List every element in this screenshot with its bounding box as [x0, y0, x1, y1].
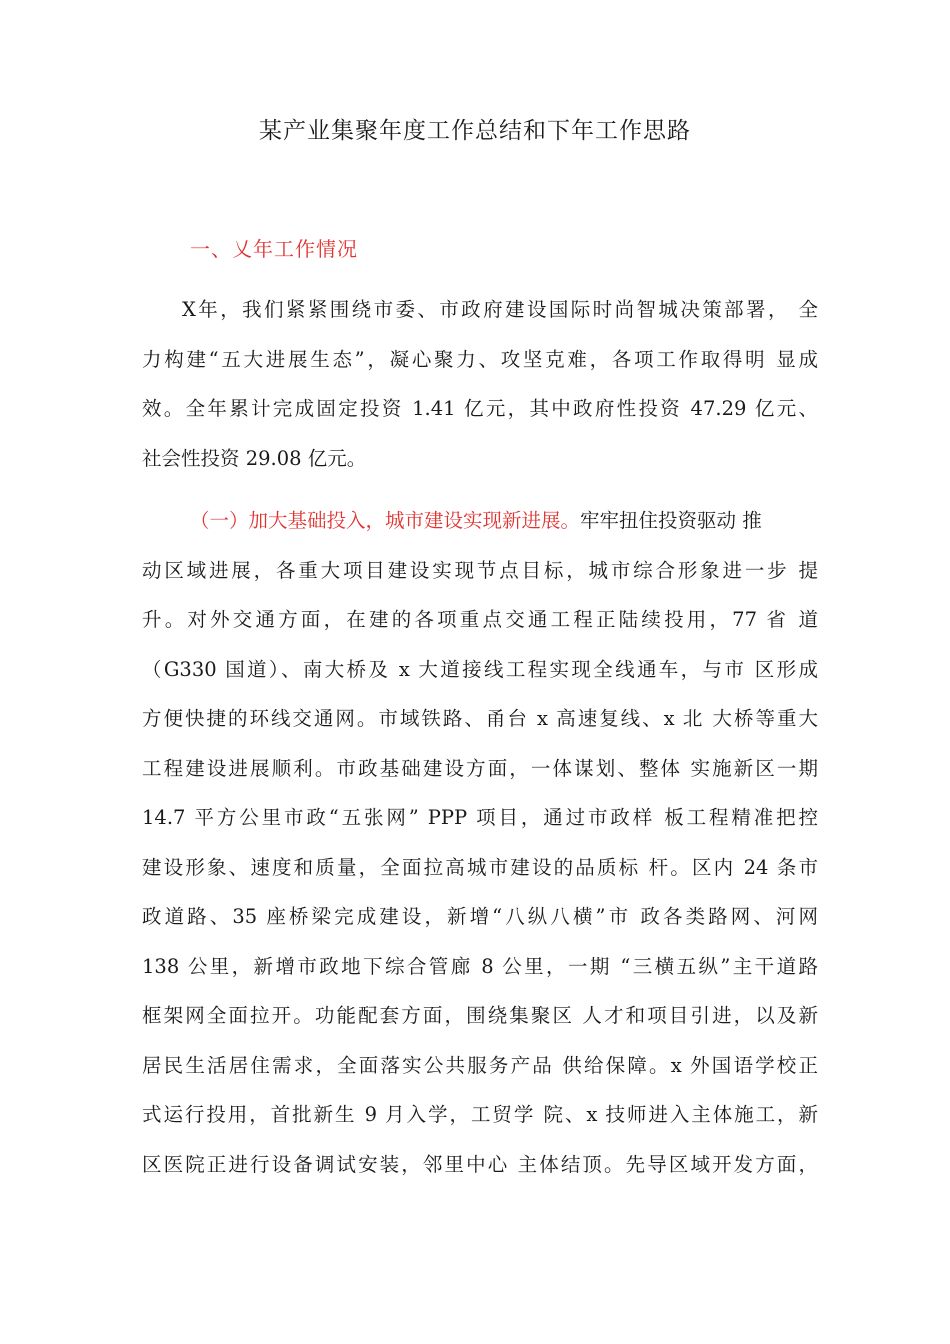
paragraph-1-line: X年，我们紧紧围绕市委、市政府建设国际时尚智城决策部署， 全	[182, 298, 818, 321]
paragraph-2-line: 动区域进展，各重大项目建设实现节点目标，城市综合形象进一步 提	[142, 558, 818, 582]
paragraph-2	[142, 496, 818, 1189]
paragraph-2-line: 建设形象、速度和质量，全面拉高城市建设的品质标 杆。区内 24 条市	[142, 855, 818, 879]
paragraph-2-line: 式运行投用，首批新生 9 月入学，工贸学 院、x 技师进入主体施工，新	[142, 1103, 818, 1126]
paragraph-2-line: 框架网全面拉开。功能配套方面，围绕集聚区 人才和项目引进，以及新	[142, 1004, 818, 1027]
document-title: 某产业集聚年度工作总结和下年工作思路	[259, 118, 691, 144]
paragraph-2-line: 居民生活居住需求，全面落实公共服务产品 供给保障。x 外国语学校正	[142, 1053, 818, 1077]
paragraph-2-line: 工程建设进展顺利。市政基础建设方面，一体谋划、整体 实施新区一期	[142, 756, 818, 780]
paragraph-2-first-line-text: 牢牢扭住投资驱动 推	[580, 509, 762, 532]
paragraph-1-line: 社会性投资 29.08 亿元。	[142, 446, 367, 470]
paragraph-2-line: 升。对外交通方面，在建的各项重点交通工程正陆续投用，77 省 道	[142, 608, 818, 631]
paragraph-2-line: 14.7 平方公里市政“五张网” PPP 项目，通过市政样 板工程精准把控	[142, 806, 818, 829]
paragraph-2-first-line	[142, 496, 818, 546]
paragraph-2-line: 政道路、35 座桥梁完成建设，新增“八纵八横”市 政各类路网、河网	[142, 905, 818, 928]
paragraph-1	[142, 285, 818, 483]
paragraph-2-line: 138 公里，新增市政地下综合管廊 8 公里，一期 “三横五纵”主干道路	[142, 954, 818, 978]
section-heading-1: 一、乂年工作情况	[190, 237, 358, 261]
subsection-heading-1: （一）加大基础投入，城市建设实现新进展。	[190, 509, 581, 532]
paragraph-2-line: 区医院正进行设备调试安装，邻里中心 主体结顶。先导区域开发方面，	[142, 1152, 818, 1176]
paragraph-2-line: 方便快捷的环线交通网。市域铁路、甬台 x 高速复线、x 北 大桥等重大	[142, 707, 818, 730]
paragraph-1-line: 力构建“五大进展生态”，凝心聚力、攻坚克难，各项工作取得明 显成	[142, 347, 818, 371]
paragraph-2-line: （G330 国道）、南大桥及 x 大道接线工程实现全线通车，与市 区形成	[142, 657, 818, 681]
paragraph-1-line: 效。全年累计完成固定投资 1.41 亿元，其中政府性投资 47.29 亿元、	[142, 397, 818, 420]
